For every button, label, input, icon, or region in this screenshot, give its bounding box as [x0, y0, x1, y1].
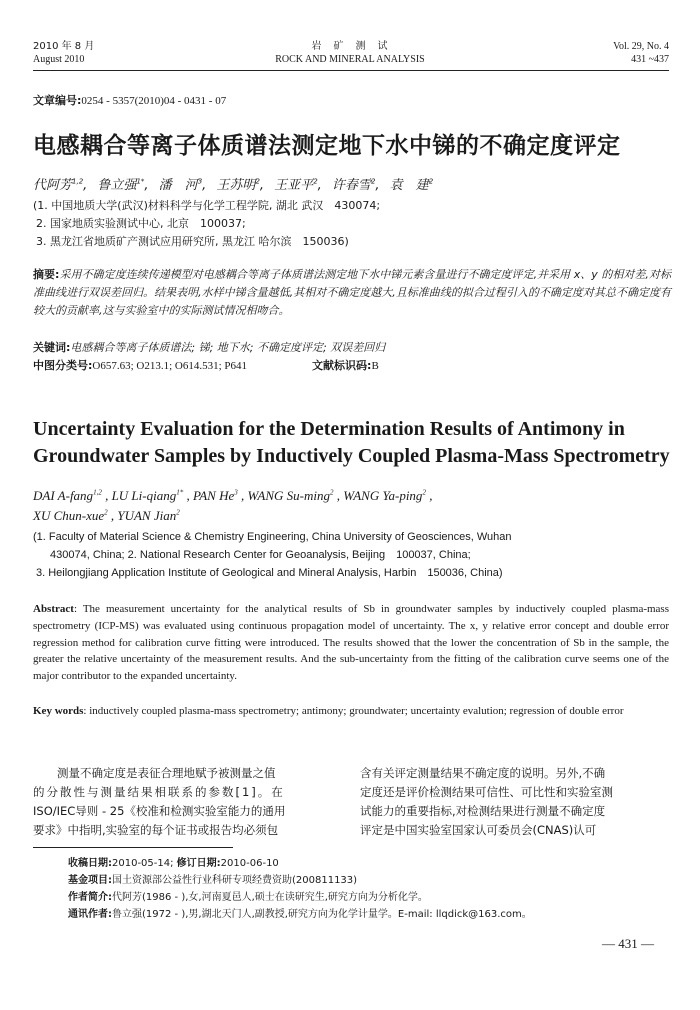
clc-value: O657.63; O213.1; O614.531; P641: [92, 360, 248, 372]
footnote-corresponding: [68, 906, 668, 923]
author-en: DAI A-fang: [33, 488, 94, 503]
abstract-en: [33, 601, 669, 685]
footnote-funding-label: 基金项目:: [68, 875, 112, 886]
header-journal: [0, 40, 700, 66]
body-left-line3: ISO/IEC导则 - 25《校准和检测实验室能力的通用: [33, 804, 286, 818]
affiliation-en-1: (1. Faculty of Material Science & Chemistry Engineering, China University of Geosciences, Wuhan: [33, 531, 512, 543]
author-en: WANG Su-ming: [247, 488, 331, 503]
footnote-received-date: 2010-05-14;: [112, 858, 177, 869]
author-cn: 王苏明: [216, 178, 256, 193]
author-cn-affiliation-marker: 2: [255, 177, 260, 186]
keywords-en-text: : inductively coupled plasma-mass spectrometry; antimony; groundwater; uncertainty evalution; regression of double error: [83, 705, 624, 717]
article-number-label: 文章编号:: [33, 94, 82, 107]
body-column-right: [360, 764, 670, 840]
author-cn-affiliation-marker: 2: [370, 177, 376, 186]
footnote-received: [68, 855, 668, 872]
author-cn: 袁 建: [389, 178, 429, 193]
abstract-en-label: Abstract: [33, 603, 74, 615]
keywords-cn-text: 电感耦合等离子体质谱法; 锑; 地下水; 不确定度评定; 双误差回归: [70, 341, 386, 354]
article-number: [33, 93, 226, 109]
footnotes: [68, 855, 668, 923]
affiliation-cn-3: 3. 黑龙江省地质矿产测试应用研究所, 黑龙江 哈尔滨 150036): [36, 235, 349, 248]
header-volume: [613, 40, 669, 66]
footnote-received-label: 收稿日期:: [68, 858, 112, 869]
abstract-cn-text: 采用不确定度连续传递模型对电感耦合等离子体质谱法测定地下水中锑元素含量进行不确定度评定,并采用 x、y 的相对差,对标准曲线进行双误差回归。结果表明,水样中锑含量越低,其相对不确定度越大,且标准曲线的拟合过程引入的不确定度对其总不确定度有较大的贡献率,这与实验室中的实际测试情况相吻合。: [33, 268, 671, 317]
author-cn: 许春雪: [331, 178, 371, 193]
author-cn-affiliation-marker: 1*: [136, 177, 145, 186]
doc-code-value: B: [371, 360, 379, 372]
author-en-affiliation-marker: 2: [330, 488, 334, 497]
abstract-cn-label: 摘要:: [33, 268, 60, 281]
affiliation-en-3: 3. Heilongjiang Application Institute of Geological and Mineral Analysis, Harbin 150036, China): [36, 567, 503, 579]
abstract-cn: [33, 266, 671, 320]
title-en-line2: Groundwater Samples by Inductively Coupled Plasma-Mass Spectrometry: [33, 445, 670, 467]
authors-cn: 代阿芳$^{1,2}$, 鲁立强$^{1*}$, 潘 河$^3$, 王苏明$^2$, 王亚平$^2$, 许春雪$^2$, 袁 建$^2$: [33, 177, 434, 193]
author-cn-affiliation-marker: 1,2: [72, 177, 84, 186]
authors-en-line2: XU Chun-xue$^2$ , YUAN Jian$^2$: [33, 508, 180, 523]
footnote-corresponding-label: 通讯作者:: [68, 909, 112, 920]
title-en: [33, 416, 673, 470]
title-en-line1: Uncertainty Evaluation for the Determination Results of Antimony in: [33, 418, 625, 440]
author-en-affiliation-marker: 3: [234, 488, 238, 497]
author-en-affiliation-marker: 2: [104, 508, 108, 517]
footnote-funding: [68, 872, 668, 889]
page-number: — 431 —: [602, 936, 654, 951]
keywords-cn: [33, 339, 671, 357]
author-cn-affiliation-marker: 2: [428, 177, 434, 186]
clc-label: 中图分类号:: [33, 359, 93, 372]
author-cn: 王亚平: [274, 178, 314, 193]
body-left-line1: 测量不确定度是表征合理地赋予被测量之值: [57, 766, 276, 780]
footnote-author-label: 作者简介:: [68, 892, 112, 903]
body-right-line3: 试能力的重要指标,对检测结果进行测量不确定度: [360, 804, 606, 818]
author-cn-affiliation-marker: 3: [197, 177, 203, 186]
keywords-en: [33, 703, 669, 720]
author-en: WANG Ya-ping: [343, 488, 423, 503]
footnote-corresponding-text: 鲁立强(1972 - ),男,湖北天门人,副教授,研究方向为化学计量学。E-mail: llqdick@163.com。: [112, 909, 532, 920]
author-en-affiliation-marker: 2: [422, 488, 426, 497]
abstract-en-text: : The measurement uncertainty for the analytical results of Sb in groundwater samples by inductively coupled plasma-mass spectrometry (ICP-MS) was evaluated using continuous propagation model of uncertainty. The x, y relative error concept and double error regression method for calibration curve fitting were introduced. The results showed that the lower the concentration of Sb in the sample, the greater the relative uncertainty of the measurement results. And the sub-uncertainty from the fitting of the calibration curve seems one of the major contributor to the expanded uncertainty.: [33, 603, 669, 683]
body-left-line4: 要求》中指明,实验室的每个证书或报告均必须包: [33, 823, 279, 837]
author-en: PAN He: [192, 488, 235, 503]
affiliation-cn-2: 2. 国家地质实验测试中心, 北京 100037;: [36, 217, 246, 230]
doc-code-label: 文献标识码:: [312, 359, 372, 372]
author-cn-affiliation-marker: 2: [313, 177, 318, 186]
keywords-cn-label: 关键词:: [33, 341, 71, 354]
header-rule: [33, 70, 669, 71]
body-right-line2: 定度还是评价检测结果可信性、可比性和实验室测: [360, 785, 613, 799]
author-en: XU Chun-xue: [33, 508, 105, 523]
author-cn: 代阿芳: [33, 178, 73, 193]
author-en-affiliation-marker: 2: [176, 508, 180, 517]
authors-en-line1: DAI A-fang$^{1,2}$ , LU Li-qiang$^{1*}$ , PAN He$^3$ , WANG Su-ming$^2$ , WANG Ya-ping$^2$ ,: [33, 488, 433, 503]
article-number-value: 0254 - 5357(2010)04 - 0431 - 07: [81, 95, 227, 107]
footnote-author-bio: [68, 889, 668, 906]
author-en: LU Li-qiang: [111, 488, 177, 503]
footnote-revised-date: 2010-06-10: [220, 858, 279, 869]
body-right-line1: 含有关评定测量结果不确定度的说明。另外,不确: [360, 766, 606, 780]
header-journal-cn: 岩 矿 测 试: [311, 41, 389, 52]
title-cn: 电感耦合等离子体质谱法测定地下水中锑的不确定度评定: [33, 133, 621, 159]
author-en-affiliation-marker: 1,2: [93, 488, 102, 497]
author-cn: 鲁立强: [97, 178, 137, 193]
authors-en: [33, 486, 432, 526]
header-volume-no: Vol. 29, No. 4: [613, 41, 669, 52]
footnote-author-text: 代阿芳(1986 - ),女,河南夏邑人,硕士在读研究生,研究方向为分析化学。: [112, 892, 428, 903]
author-en-affiliation-marker: 1*: [176, 488, 184, 497]
affiliation-cn-1: (1. 中国地质大学(武汉)材料科学与化学工程学院, 湖北 武汉 430074;: [33, 199, 381, 212]
body-left-line2: 的分散性与测量结果相联系的参数[1]。在: [33, 785, 285, 799]
header-journal-en: ROCK AND MINERAL ANALYSIS: [275, 54, 425, 65]
body-right-line4: 评定是中国实验室国家认可委员会(CNAS)认可: [360, 823, 597, 837]
header-date-en: August 2010: [33, 54, 85, 65]
affiliation-en-2: 430074, China; 2. National Research Center for Geoanalysis, Beijing 100037, China;: [50, 549, 471, 561]
author-en: YUAN Jian: [117, 508, 177, 523]
affiliations-cn: [33, 197, 380, 251]
header-date-cn: 2010 年 8 月: [33, 41, 95, 52]
header-pages: 431 ~437: [631, 54, 669, 65]
body-column-left: [33, 764, 338, 840]
affiliations-en: [33, 528, 512, 582]
footnote-rule: [33, 847, 233, 848]
author-cn: 潘 河: [158, 178, 198, 193]
footnote-revised-label: 修订日期:: [176, 858, 221, 869]
clc-line: [33, 357, 671, 375]
footnote-funding-text: 国土资源部公益性行业科研专项经费资助(200811133): [112, 875, 358, 886]
keywords-en-label: Key words: [33, 705, 84, 717]
